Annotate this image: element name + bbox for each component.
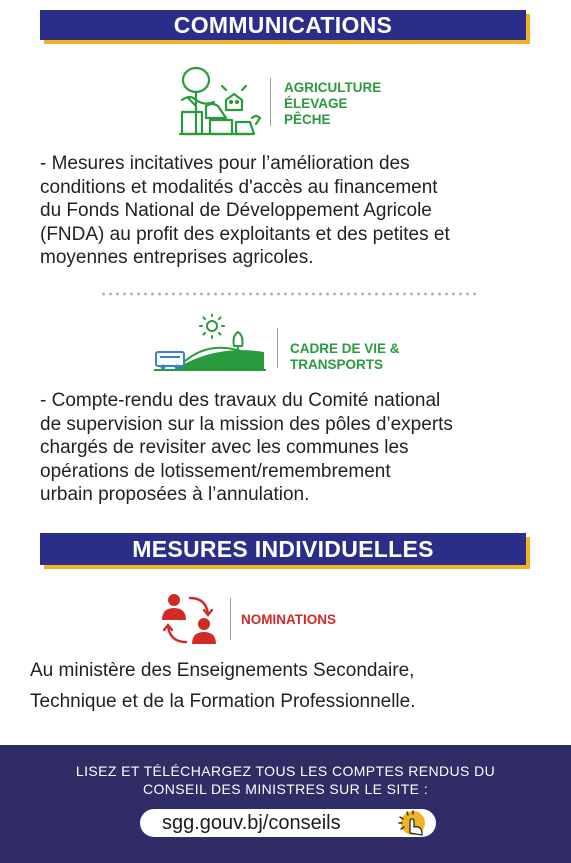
- agri-title-line3: PÊCHE: [284, 112, 331, 127]
- agri-text-line: - Mesures incitatives pour l’amélioration des: [40, 153, 410, 174]
- transport-text-line: urbain proposées à l’annulation.: [40, 484, 310, 505]
- communications-title: COMMUNICATIONS: [173, 12, 393, 38]
- agri-title-line2: ÉLEVAGE: [284, 96, 348, 111]
- transport-paragraph: [40, 389, 540, 507]
- footer-text: [0, 762, 571, 798]
- individual-measures-title: MESURES INDIVIDUELLES: [132, 536, 434, 562]
- ministry-paragraph: [30, 655, 550, 717]
- transport-text-line: - Compte-rendu des travaux du Comité national: [40, 390, 441, 411]
- agri-text-line: conditions et modalités d'accès au financement: [40, 176, 438, 198]
- transport-text-line: chargés de revisiter avec les communes les: [40, 437, 409, 458]
- ministry-text-line: Technique et de la Formation Professionnelle.: [30, 691, 416, 712]
- agri-paragraph: [40, 152, 540, 270]
- click-hand-icon: [396, 809, 432, 837]
- ministry-text-line: Au ministère des Enseignements Secondaire,: [30, 660, 415, 681]
- transport-title-line1: CADRE DE VIE &: [290, 341, 400, 356]
- footer-line1: LISEZ ET TÉLÉCHARGEZ TOUS LES COMPTES RENDUS DU: [75, 763, 496, 779]
- farm-icon: [176, 66, 264, 138]
- transport-text-line: de supervision sur la mission des pôles d’experts: [40, 413, 453, 435]
- agri-text-line: moyennes entreprises agricoles.: [40, 247, 314, 268]
- agri-text-line: du Fonds National de Développement Agricole: [40, 200, 432, 221]
- dotted-divider: [100, 291, 480, 297]
- agri-text-line: (FNDA) au profit des exploitants et des petites et: [40, 223, 450, 245]
- communications-banner: [40, 10, 526, 40]
- site-url[interactable]: sgg.gouv.bj/conseils: [162, 812, 341, 834]
- transport-text-line: opérations de lotissement/remembrement: [40, 460, 391, 482]
- nominations-separator: [230, 598, 231, 640]
- landscape-bus-icon: [154, 314, 266, 372]
- nominations-label: NOMINATIONS: [241, 612, 336, 627]
- agri-title-line1: AGRICULTURE: [284, 80, 382, 95]
- site-link[interactable]: [140, 809, 436, 837]
- individual-measures-banner: [40, 533, 526, 565]
- transport-title-line2: TRANSPORTS: [290, 357, 384, 372]
- agri-separator: [270, 78, 271, 126]
- transport-title: [290, 341, 400, 373]
- transport-separator: [277, 328, 278, 368]
- footer-line2: CONSEIL DES MINISTRES SUR LE SITE :: [143, 781, 428, 797]
- footer: [0, 745, 571, 863]
- agri-title: [284, 80, 381, 128]
- people-exchange-icon: [158, 590, 220, 648]
